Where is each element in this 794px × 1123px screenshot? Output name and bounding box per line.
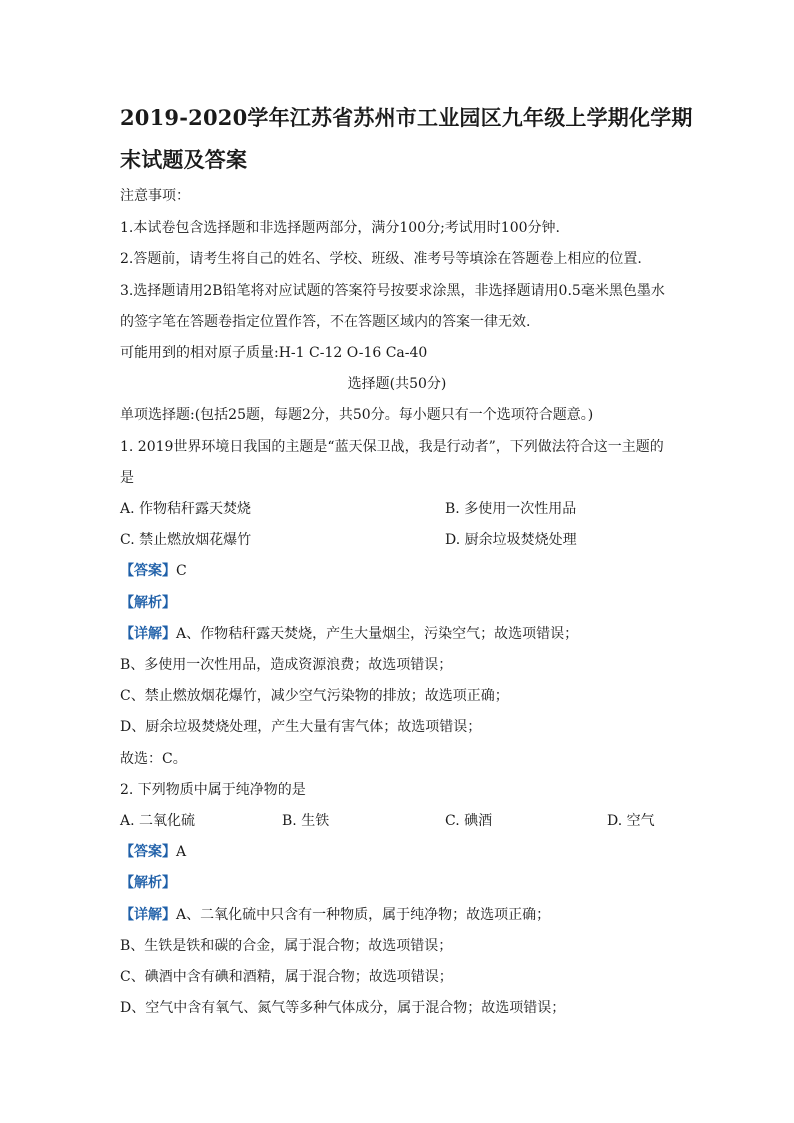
question-1-option-a: A. 作物秸秆露天焚烧 (120, 501, 252, 517)
analysis-tag: 【解析】 (120, 875, 176, 891)
question-1-conclusion: 故选：C。 (120, 751, 187, 767)
question-1-detail-d: D、厨余垃圾焚烧处理，产生大量有害气体；故选项错误； (120, 719, 482, 735)
detail-text: A、作物秸秆露天焚烧，产生大量烟尘，污染空气；故选项错误； (176, 626, 579, 642)
detail-tag: 【详解】 (120, 907, 176, 923)
question-1-detail-b: B、多使用一次性用品，造成资源浪费；故选项错误； (120, 657, 453, 673)
question-2-option-b: B. 生铁 (282, 813, 330, 829)
answer-value: C (176, 563, 187, 579)
question-2-detail-c: C、碘酒中含有碘和酒精，属于混合物；故选项错误； (120, 969, 453, 985)
question-2-detail-d: D、空气中含有氧气、氮气等多种气体成分，属于混合物；故选项错误； (120, 1000, 566, 1016)
question-2-analysis (120, 874, 690, 892)
document-title-line-2: 末试题及答案 (120, 147, 248, 172)
detail-text: A、二氧化硫中只含有一种物质，属于纯净物；故选项正确； (176, 907, 551, 923)
question-1-detail-a (120, 625, 690, 643)
question-2-detail-b: B、生铁是铁和碳的合金，属于混合物；故选项错误； (120, 938, 453, 954)
analysis-tag: 【解析】 (120, 595, 176, 611)
notice-item-3-continued: 的签字笔在答题卷指定位置作答，不在答题区域内的答案一律无效. (120, 314, 531, 330)
answer-tag: 【答案】 (120, 563, 176, 579)
notice-item-2: 2.答题前，请考生将自己的姓名、学校、班级、准考号等填涂在答题卷上相应的位置. (120, 251, 642, 267)
question-2-stem: 2. 下列物质中属于纯净物的是 (120, 782, 306, 798)
question-1-option-d: D. 厨余垃圾焚烧处理 (445, 532, 577, 548)
question-2-option-a: A. 二氧化硫 (120, 813, 196, 829)
question-1-option-c: C. 禁止燃放烟花爆竹 (120, 532, 252, 548)
section-description: 单项选择题:(包括25题，每题2分，共50分。每小题只有一个选项符合题意。) (120, 407, 594, 423)
question-2-option-d: D. 空气 (607, 813, 655, 829)
question-2-option-c: C. 碘酒 (445, 813, 493, 829)
section-title: 选择题(共50分) (347, 376, 447, 392)
notice-item-3: 3.选择题请用2B铅笔将对应试题的答案符号按要求涂黑，非选择题请用0.5毫米黑色墨水 (120, 283, 665, 299)
question-1-answer (120, 562, 690, 580)
atomic-mass-line: 可能用到的相对原子质量:H-1 C-12 O-16 Ca-40 (120, 345, 428, 361)
question-1-stem-line-2: 是 (120, 470, 134, 486)
answer-value: A (176, 844, 187, 860)
question-1-analysis (120, 594, 690, 612)
question-1-detail-c: C、禁止燃放烟花爆竹，减少空气污染物的排放；故选项正确； (120, 688, 509, 704)
question-2-answer (120, 843, 690, 861)
detail-tag: 【详解】 (120, 626, 176, 642)
document-title-line-1: 2019-2020学年江苏省苏州市工业园区九年级上学期化学期 (120, 105, 693, 130)
question-1-stem-line-1: 1. 2019世界环境日我国的主题是“蓝天保卫战，我是行动者”，下列做法符合这一主题的 (120, 439, 664, 455)
question-2-detail-a (120, 906, 690, 924)
notice-heading: 注意事项： (120, 188, 190, 204)
answer-tag: 【答案】 (120, 844, 176, 860)
notice-item-1: 1.本试卷包含选择题和非选择题两部分，满分100分;考试用时100分钟. (120, 220, 560, 236)
question-1-option-b: B. 多使用一次性用品 (445, 501, 577, 517)
